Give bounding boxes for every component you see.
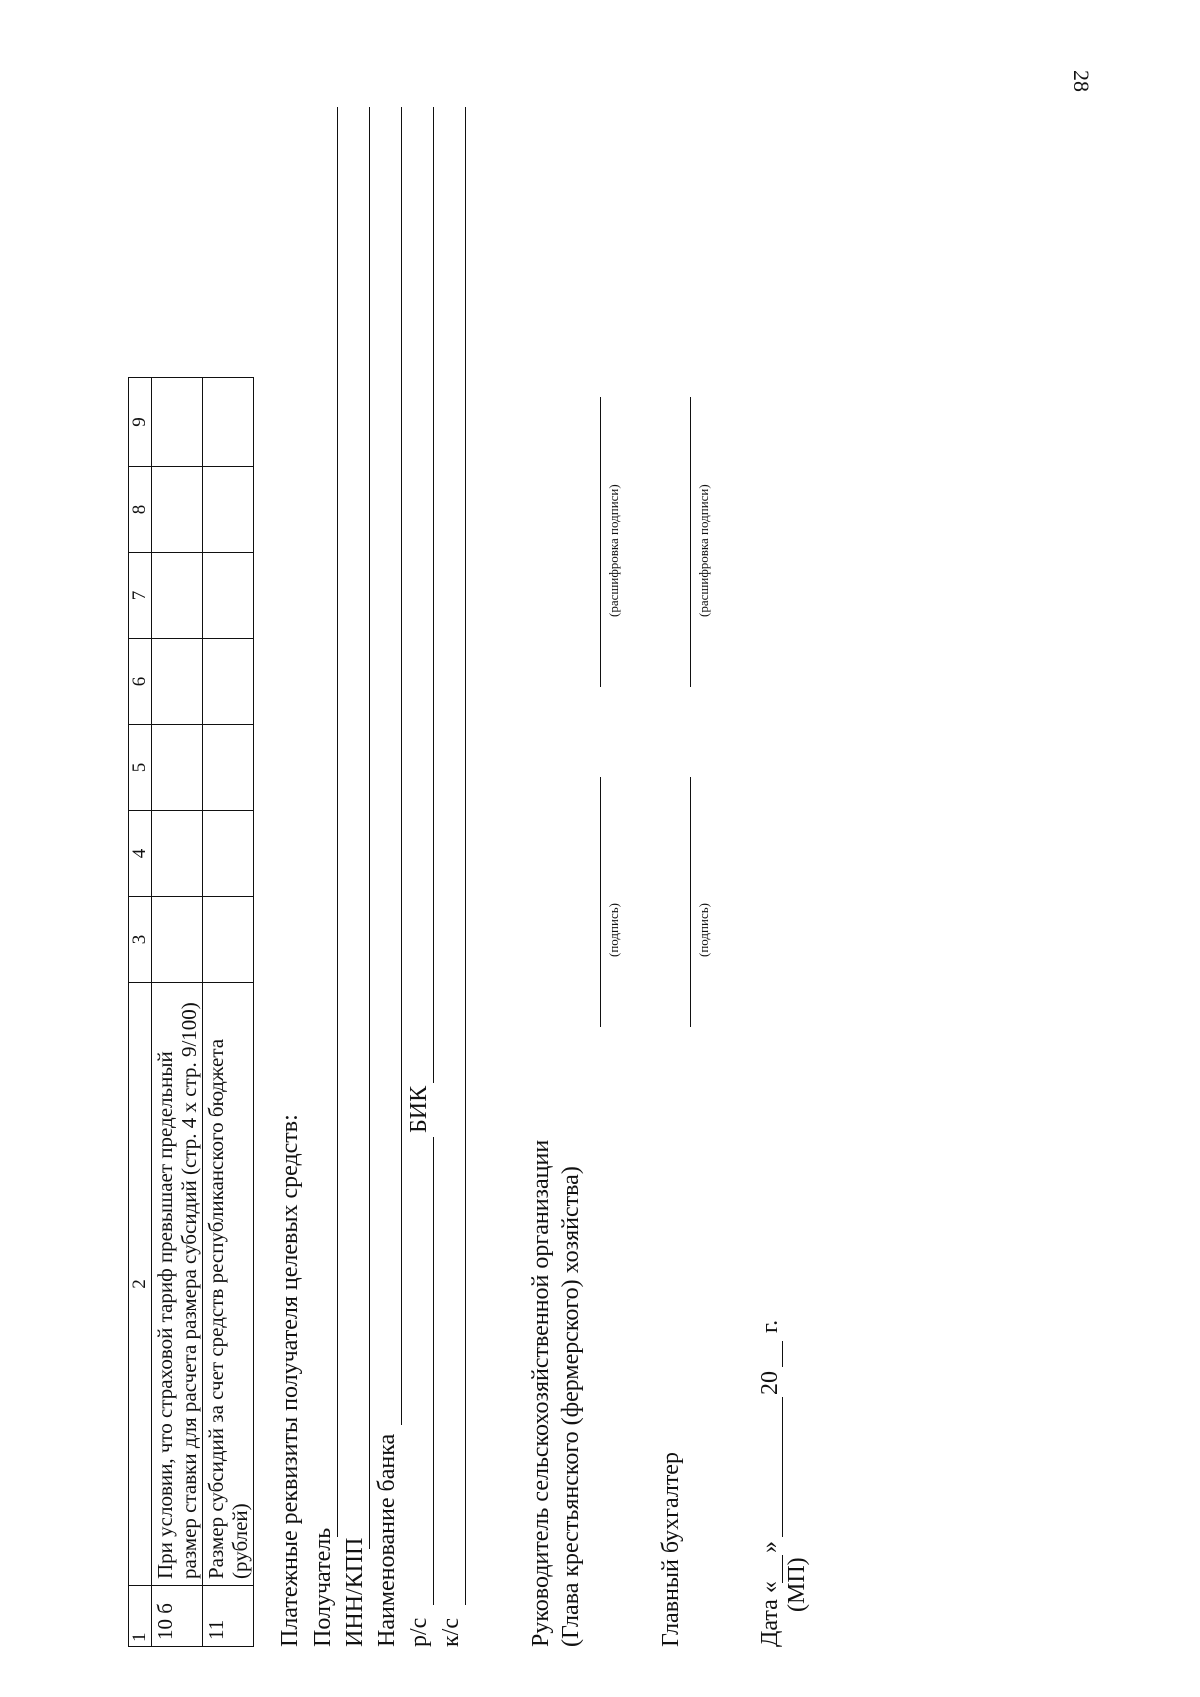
header-cell: 6 [129, 639, 152, 725]
accountant-label: Главный бухгалтер [658, 1452, 684, 1647]
row-description: Размер субсидий за счет средств республиканского бюджета (рублей) [203, 983, 254, 1586]
row-number: 11 [203, 1586, 254, 1647]
table-cell[interactable] [203, 467, 254, 553]
head-title-line2: (Глава крестьянского (фермерского) хозяйства) [558, 1166, 584, 1647]
accountant-decode-caption: (расшифровка подписи) [696, 484, 711, 617]
head-decode-caption: (расшифровка подписи) [606, 484, 621, 617]
inn-label: ИНН/КПП [342, 1537, 368, 1647]
bank-field[interactable] [401, 107, 402, 1425]
table-row [151, 378, 202, 1647]
table-cell[interactable] [151, 553, 202, 639]
table-cell[interactable] [151, 725, 202, 811]
table-cell[interactable] [151, 378, 202, 467]
header-cell: 9 [129, 378, 152, 467]
page-number: 28 [1069, 70, 1094, 92]
rs-field[interactable] [433, 1137, 434, 1605]
table-cell[interactable] [151, 467, 202, 553]
rs-label: р/с [406, 1617, 432, 1647]
table-cell[interactable] [203, 639, 254, 725]
header-cell: 8 [129, 467, 152, 553]
bik-label: БИК [406, 1085, 432, 1133]
table-header-row [129, 378, 152, 1647]
accountant-decode-field[interactable] [690, 397, 691, 687]
table-cell[interactable] [151, 811, 202, 897]
head-signature-field[interactable] [600, 777, 601, 1027]
accountant-signature-caption: (подпись) [696, 903, 711, 957]
date-label: Дата « [757, 1581, 783, 1647]
date-year-prefix: 20 [757, 1371, 783, 1395]
table-cell[interactable] [203, 897, 254, 983]
stamp-label: (МП) [784, 1557, 810, 1612]
requisites-title: Платежные реквизиты получателя целевых средств: [277, 1114, 303, 1647]
ks-label: к/с [438, 1618, 464, 1647]
accountant-signature-field[interactable] [690, 777, 691, 1027]
table-cell[interactable] [151, 639, 202, 725]
header-cell: 3 [129, 897, 152, 983]
bank-label: Наименование банка [374, 1433, 400, 1647]
head-decode-field[interactable] [600, 397, 601, 687]
date-month-field[interactable] [782, 1397, 783, 1537]
table-row [203, 378, 254, 1647]
row-description: При условии, что страховой тариф превышает предельный размер ставки для расчета размера субсидий (стр. 4 х стр. 9/100) [151, 983, 202, 1586]
header-cell: 7 [129, 553, 152, 639]
date-year-suffix: г. [757, 1319, 783, 1333]
header-cell: 1 [129, 1586, 152, 1647]
header-cell: 4 [129, 811, 152, 897]
table-cell[interactable] [203, 378, 254, 467]
head-signature-caption: (подпись) [606, 903, 621, 957]
table-cell[interactable] [203, 553, 254, 639]
header-cell: 2 [129, 983, 152, 1586]
inn-field[interactable] [369, 107, 370, 1549]
ks-field[interactable] [465, 107, 466, 1605]
recipient-label: Получатель [310, 1527, 336, 1647]
header-cell: 5 [129, 725, 152, 811]
row-number: 10 б [151, 1586, 202, 1647]
date-day-field[interactable] [782, 1555, 783, 1583]
bik-field[interactable] [433, 107, 434, 1083]
table-cell[interactable] [203, 725, 254, 811]
table-cell[interactable] [203, 811, 254, 897]
recipient-field[interactable] [337, 107, 338, 1537]
head-title-line1: Руководитель сельскохозяйственной организации [528, 1139, 554, 1647]
table-cell[interactable] [151, 897, 202, 983]
subsidy-table [128, 377, 254, 1647]
date-close-quote: » [757, 1541, 783, 1553]
date-year-field[interactable] [782, 1341, 783, 1367]
